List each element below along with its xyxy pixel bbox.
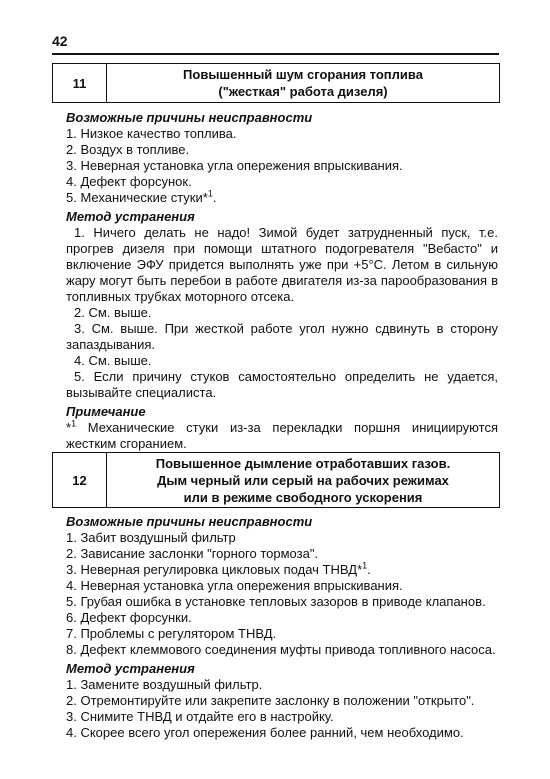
causes-list [66,126,498,206]
causes-list [66,530,498,658]
fix-item: 4. Скорее всего угол опережения более ранний, чем необходимо. [66,725,464,740]
page-number: 42 [52,33,68,49]
footnote-ref: 1 [362,560,368,571]
fix-heading: Метод устранения [66,209,195,224]
list-item-text: 3. Неверная регулировка цикловых подач ТНВД* [66,562,363,577]
note-marker: * [66,420,72,435]
note-heading: Примечание [66,404,146,419]
problem-title-line: ("жесткая" работа дизеля) [218,84,388,99]
fix-item: 3. См. выше. При жесткой работе угол нужно сдвинуть в сторону запаздывания. [66,321,498,352]
list-item: 5. Грубая ошибка в установке тепловых зазоров в приводе клапанов. [66,594,486,609]
note-body: Механические стуки из-за перекладки поршня инициируются жестким сгоранием. [66,420,498,451]
problem-number: 11 [53,64,107,102]
list-item [66,562,498,578]
problem-title-line: Повышенное дымление отработавших газов. [155,455,451,471]
fix-item: 4. См. выше. [74,353,152,368]
problem-title [107,453,499,507]
problem-number: 12 [53,453,107,507]
fix-list [66,677,498,741]
list-item [66,190,498,206]
fix-item: 3. Снимите ТНВД и отдайте его в настройку. [66,709,334,724]
list-item: 3. Неверная установка угла опережения впрыскивания. [66,158,403,173]
problem-title [107,64,499,102]
causes-heading: Возможные причины неисправности [66,514,313,529]
note-text [66,420,498,452]
list-item: 1. Низкое качество топлива. [66,126,237,141]
footnote-ref: 1 [207,188,213,199]
problem-11-header [52,63,500,103]
problem-11-body [66,110,498,452]
list-item-end: . [367,562,371,577]
problem-title-line: Дым черный или серый на рабочих режимах [157,472,449,488]
fix-item: 1. Ничего делать не надо! Зимой будет затрудненный пуск, т.е. прогрев дизеля при помощи штатного подогревателя "Вебасто" и включение ЭФУ придется выполнять уже при +5°С. Летом в сильную жару могут быть перебои в работе двигателя из-за парообразования в топливных трубках моторного отсека. [66,225,498,304]
list-item: 2. Воздух в топливе. [66,142,190,157]
causes-heading: Возможные причины неисправности [66,110,313,125]
list-item-text: 5. Механические стуки* [66,190,208,205]
problem-12-header [52,452,500,508]
list-item: 2. Зависание заслонки "горного тормоза". [66,546,319,561]
list-item: 6. Дефект форсунки. [66,610,192,625]
problem-title-line: Повышенный шум сгорания топлива [183,67,423,82]
list-item: 4. Дефект форсунок. [66,174,192,189]
footnote-ref: 1 [71,418,77,429]
list-item-end: . [212,190,217,205]
fix-item: 2. Отремонтируйте или закрепите заслонку в положении "открыто". [66,693,475,708]
header-rule [52,53,499,55]
list-item: 8. Дефект клеммового соединения муфты привода топливного насоса. [66,642,496,657]
list-item: 4. Неверная установка угла опережения впрыскивания. [66,578,403,593]
problem-12-body [66,514,498,741]
fix-item: 1. Замените воздушный фильтр. [66,677,263,692]
fix-heading: Метод устранения [66,661,195,676]
fix-item: 2. См. выше. [74,305,152,320]
fix-item: 5. Если причину стуков самостоятельно определить не удается, вызывайте специалиста. [66,369,498,400]
problem-title-line: или в режиме свободного ускорения [183,489,423,505]
list-item: 1. Забит воздушный фильтр [66,530,236,545]
list-item: 7. Проблемы с регулятором ТНВД. [66,626,277,641]
